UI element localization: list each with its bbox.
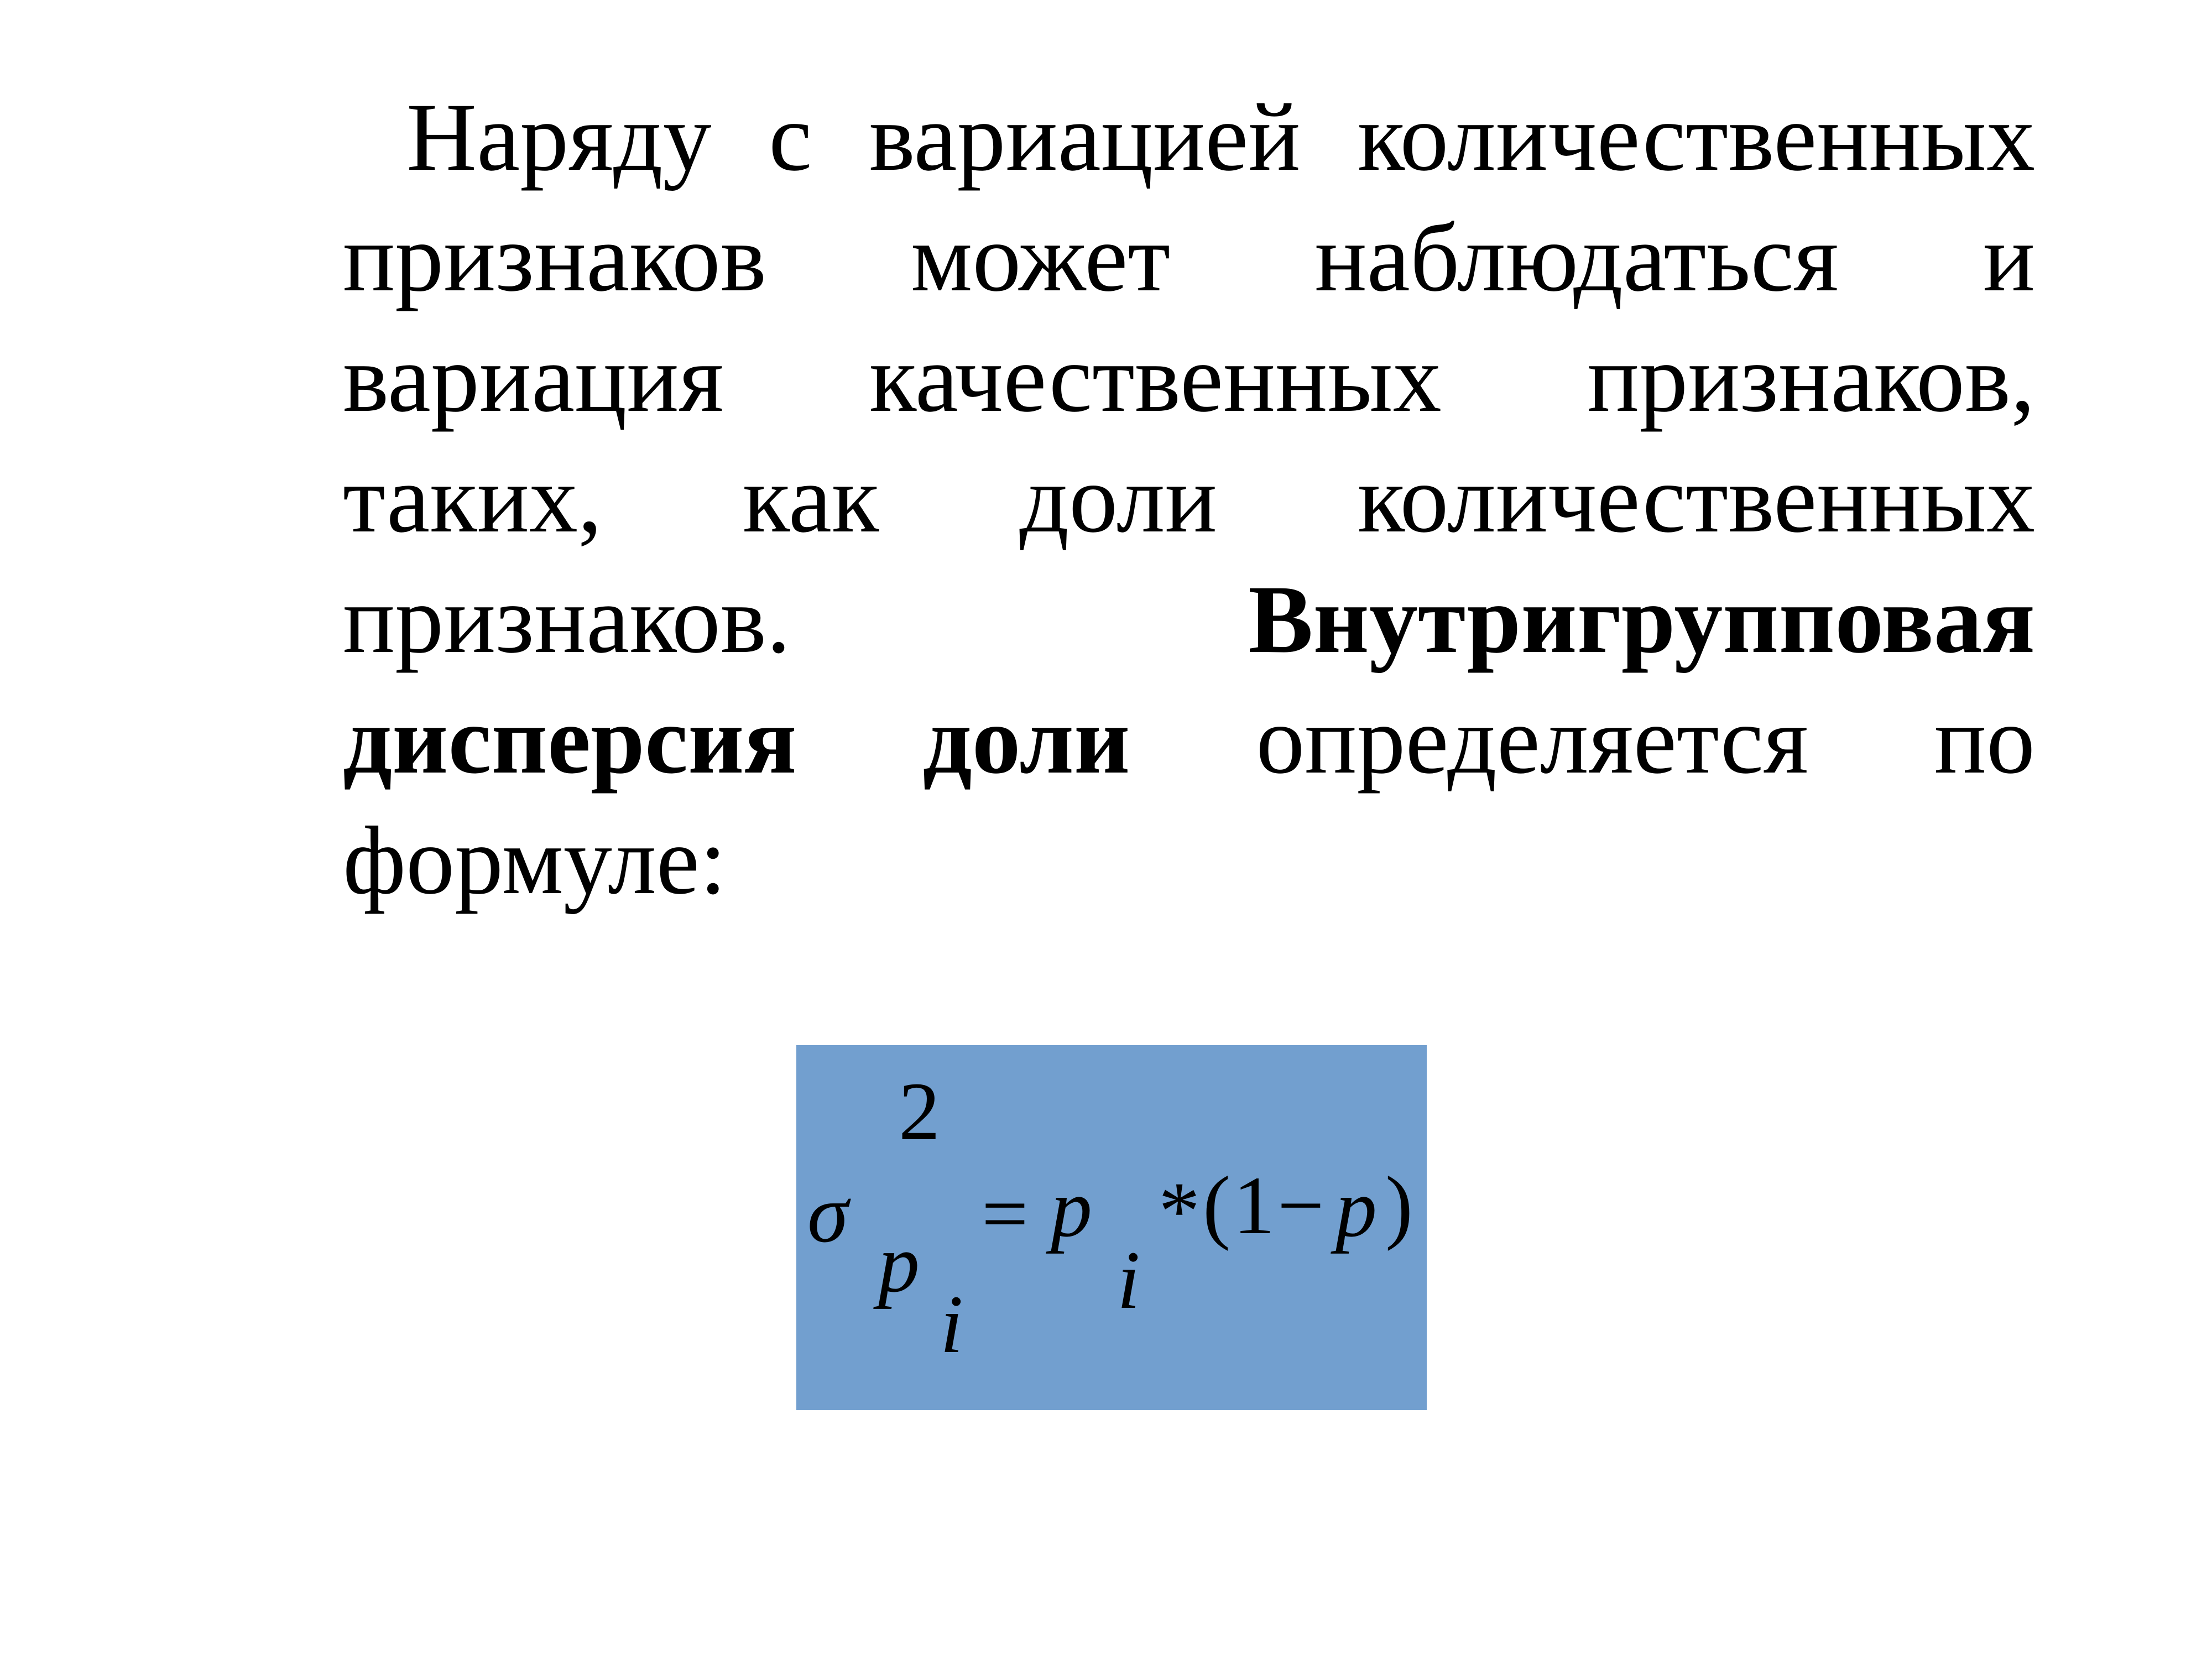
formula-p2: p (1335, 1162, 1377, 1254)
formula-sigma: σ (807, 1168, 848, 1260)
formula-p: p (1051, 1162, 1092, 1254)
body-paragraph (343, 77, 2035, 921)
formula-p-subscript-i: i (1117, 1234, 1140, 1326)
formula-equals: = (982, 1168, 1029, 1260)
formula-close-paren: ) (1385, 1160, 1413, 1251)
formula-subscript-p: p (878, 1218, 920, 1310)
formula-times: * (1159, 1165, 1200, 1257)
formula-open-paren: ( (1203, 1160, 1230, 1251)
formula-box (796, 1045, 1427, 1410)
formula-subscript-i: i (940, 1279, 963, 1370)
formula-exponent: 2 (899, 1066, 940, 1157)
paragraph-text-1: Наряду с вариацией количественных признаков может наблюдаться и вариация качественных признаков, таких, как доли количественных признаков. (343, 84, 2035, 674)
paragraph-text-2: определяется по формуле: (343, 686, 2035, 915)
formula-minus: − (1277, 1160, 1324, 1251)
paragraph-bold-term: Внутригрупповая дисперсия доли (343, 566, 2035, 794)
formula-one: 1 (1233, 1160, 1275, 1251)
